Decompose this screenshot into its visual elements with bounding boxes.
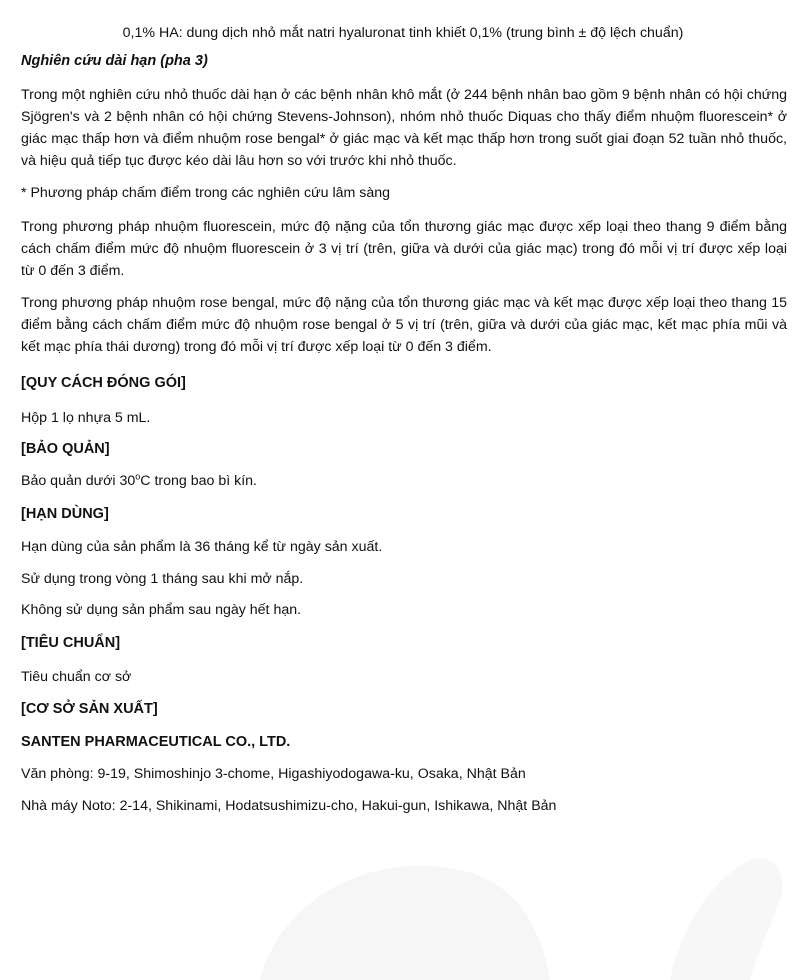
standard-heading: [TIÊU CHUẨN]: [21, 635, 121, 651]
long-term-study-title: Nghiên cứu dài hạn (pha 3): [21, 53, 208, 69]
watermark-logo: [250, 840, 806, 980]
degree-sign: o: [135, 471, 141, 482]
packaging-text: Hộp 1 lọ nhựa 5 mL.: [21, 410, 151, 426]
storage-text: [21, 470, 791, 492]
standard-text: Tiêu chuẩn cơ sở: [21, 669, 132, 685]
scoring-method-title: * Phương pháp chấm điểm trong các nghiên cứu lâm sàng: [21, 185, 391, 201]
storage-heading: [BẢO QUẢN]: [21, 441, 110, 457]
storage-text-before: Bảo quản dưới 30: [21, 473, 136, 489]
expiry-line: Không sử dụng sản phẩm sau ngày hết hạn.: [21, 602, 302, 618]
storage-text-after: C trong bao bì kín.: [140, 473, 258, 489]
manufacturer-factory: Nhà máy Noto: 2-14, Shikinami, Hodatsushimizu-cho, Hakui-gun, Ishikawa, Nhật Bản: [21, 798, 557, 814]
manufacturer-office: Văn phòng: 9-19, Shimoshinjo 3-chome, Higashiyodogawa-ku, Osaka, Nhật Bản: [21, 766, 526, 782]
manufacturer-heading: [CƠ SỞ SẢN XUẤT]: [21, 701, 158, 717]
expiry-line: Hạn dùng của sản phẩm là 36 tháng kể từ ngày sản xuất.: [21, 539, 383, 555]
long-term-study-body: Trong một nghiên cứu nhỏ thuốc dài hạn ở các bệnh nhân khô mắt (ở 244 bệnh nhân bao gồm 9 bệnh nhân có hội chứng Sjögren's và 2 bệnh nhân có hội chứng Stevens-Johnson), nhóm nhỏ thuốc Diquas cho thấy điểm nhuộm fluorescein* ở giác mạc thấp hơn và điểm nhuộm rose bengal* ở giác mạc và kết mạc thấp hơn trong suốt giai đoạn 52 tuần nhỏ thuốc, và hiệu quả tiếp tục được kéo dài lâu hơn so với trước khi nhỏ thuốc.: [21, 87, 787, 169]
rose-bengal-method-text: Trong phương pháp nhuộm rose bengal, mức độ nặng của tổn thương giác mạc và kết mạc được xếp loại theo thang 15 điểm bằng cách chấm điểm mức độ nhuộm rose bengal ở 5 vị trí (trên, giữa và dưới của giác mạc, kết mạc phía mũi và kết mạc phía thái dương) trong đó mỗi vị trí được xếp loại từ 0 đến 3 điểm.: [21, 295, 787, 355]
intro-note: 0,1% HA: dung dịch nhỏ mắt natri hyaluronat tinh khiết 0,1% (trung bình ± độ lệch chuẩn): [122, 25, 684, 41]
expiry-line: Sử dụng trong vòng 1 tháng sau khi mở nắp.: [21, 571, 304, 587]
fluorescein-method-text: Trong phương pháp nhuộm fluorescein, mức độ nặng của tổn thương giác mạc được xếp loại theo thang 9 điểm bằng cách chấm điểm mức độ nhuộm fluorescein ở 3 vị trí (trên, giữa và dưới của giác mạc) trong đó mỗi vị trí được xếp loại từ 0 đến 3 điểm.: [21, 219, 787, 279]
manufacturer-name: SANTEN PHARMACEUTICAL CO., LTD.: [21, 734, 291, 750]
packaging-heading: [QUY CÁCH ĐÓNG GÓI]: [21, 375, 186, 391]
expiry-heading: [HẠN DÙNG]: [21, 506, 109, 522]
